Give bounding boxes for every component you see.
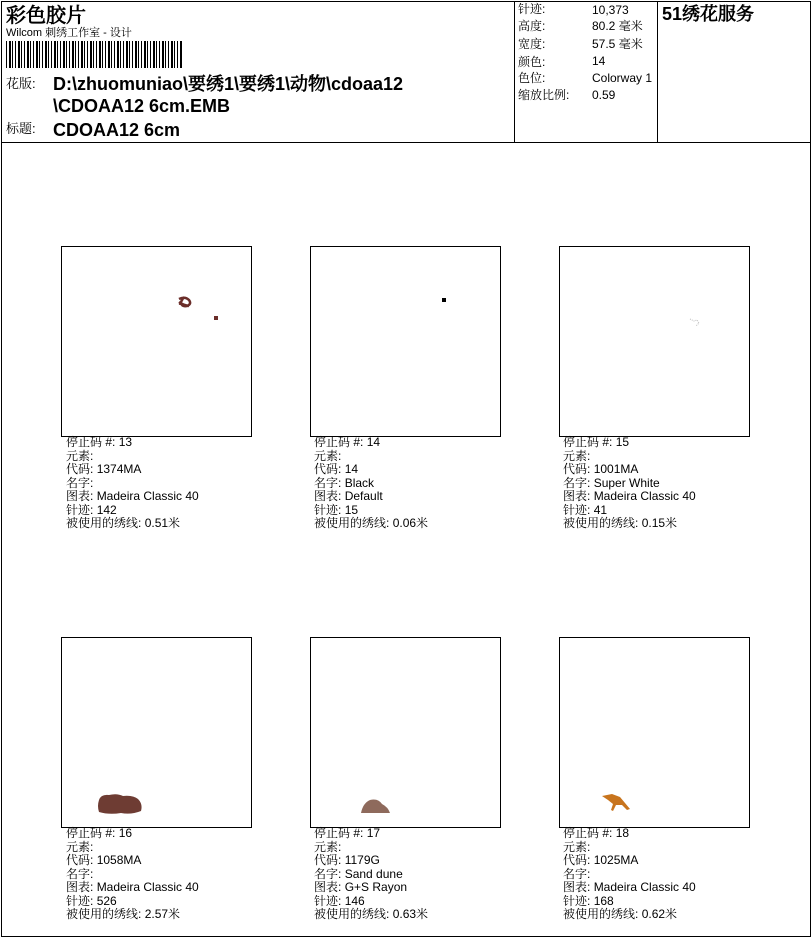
page-title: 彩色胶片 bbox=[6, 5, 86, 27]
element-label: 元素: bbox=[314, 839, 342, 854]
design-path-line1: D:\zhuomuniao\要绣1\要绣1\动物\cdoaa12 bbox=[53, 74, 404, 94]
stat-value-colors: 14 bbox=[592, 54, 606, 68]
code-label: 代码: bbox=[314, 853, 342, 867]
name-label: 名字: bbox=[314, 475, 342, 490]
chart-label: 图表: bbox=[314, 880, 342, 894]
stat-value-colorway: Colorway 1 bbox=[592, 71, 653, 85]
swatch-art-18 bbox=[560, 638, 749, 827]
code-value: 1001MA bbox=[593, 462, 639, 476]
stop-label: 停止码 #: bbox=[66, 826, 116, 840]
code-value: 1179G bbox=[344, 853, 380, 867]
stop-label: 停止码 #: bbox=[314, 435, 364, 449]
stop-label: 停止码 #: bbox=[563, 826, 613, 840]
swatch-info-16 bbox=[66, 827, 199, 922]
code-value: 1374MA bbox=[96, 462, 142, 476]
chart-value: G+S Rayon bbox=[344, 880, 408, 894]
stitches-value: 41 bbox=[593, 502, 608, 517]
stop-value: 16 bbox=[118, 826, 133, 840]
element-label: 元素: bbox=[563, 839, 591, 854]
element-label: 元素: bbox=[66, 839, 94, 854]
header-divider bbox=[1, 142, 811, 143]
thread-label: 被使用的绣线: bbox=[563, 907, 639, 921]
swatch-info-13 bbox=[66, 436, 199, 531]
title-label: 标题: bbox=[6, 121, 36, 136]
stitches-value: 15 bbox=[344, 502, 359, 517]
code-value: 1058MA bbox=[96, 853, 142, 867]
swatch-info-15 bbox=[563, 436, 696, 531]
element-label: 元素: bbox=[314, 448, 342, 463]
stop-label: 停止码 #: bbox=[563, 435, 613, 449]
stat-key-colors: 颜色: bbox=[518, 55, 546, 69]
name-value: Sand dune bbox=[344, 866, 403, 881]
code-value: 1025MA bbox=[593, 853, 639, 867]
chart-value: Madeira Classic 40 bbox=[96, 880, 199, 894]
stat-key-height: 高度: bbox=[518, 19, 546, 33]
stat-key-stitches: 针迹: bbox=[518, 2, 546, 16]
header-col-divider-1 bbox=[514, 1, 515, 143]
thread-value: 0.51米 bbox=[144, 516, 181, 530]
stat-value-scale: 0.59 bbox=[592, 88, 616, 102]
chart-value: Madeira Classic 40 bbox=[593, 489, 696, 503]
stop-value: 14 bbox=[366, 435, 381, 449]
stitches-label: 针迹: bbox=[563, 893, 591, 908]
swatch-tile-16 bbox=[61, 637, 252, 828]
thread-label: 被使用的绣线: bbox=[314, 516, 390, 530]
design-label: 花版: bbox=[6, 76, 36, 91]
stat-value-height: 80.2 毫米 bbox=[592, 19, 643, 33]
stat-value-stitches: 10,373 bbox=[592, 3, 629, 17]
stitches-label: 针迹: bbox=[563, 502, 591, 517]
stop-value: 17 bbox=[366, 826, 381, 840]
name-label: 名字: bbox=[66, 866, 94, 881]
name-value: Super White bbox=[593, 475, 660, 490]
stat-value-width: 57.5 毫米 bbox=[592, 37, 643, 51]
stitches-value: 168 bbox=[593, 893, 614, 908]
stop-label: 停止码 #: bbox=[314, 826, 364, 840]
barcode bbox=[6, 41, 182, 68]
code-label: 代码: bbox=[66, 853, 94, 867]
swatch-tile-14 bbox=[310, 246, 501, 437]
thread-label: 被使用的绣线: bbox=[66, 907, 142, 921]
code-label: 代码: bbox=[563, 462, 591, 476]
design-path-line2: \CDOAA12 6cm.EMB bbox=[53, 96, 231, 116]
chart-label: 图表: bbox=[66, 489, 94, 503]
name-label: 名字: bbox=[66, 475, 94, 490]
swatch-art-16 bbox=[62, 638, 251, 827]
thread-label: 被使用的绣线: bbox=[563, 516, 639, 530]
stitches-value: 526 bbox=[96, 893, 117, 908]
code-label: 代码: bbox=[66, 462, 94, 476]
thread-value: 0.15米 bbox=[641, 516, 678, 530]
stitches-label: 针迹: bbox=[66, 502, 94, 517]
swatch-art-17 bbox=[311, 638, 500, 827]
swatch-art-15 bbox=[560, 247, 749, 436]
name-value: Black bbox=[344, 475, 375, 490]
stitches-label: 针迹: bbox=[66, 893, 94, 908]
thread-value: 0.06米 bbox=[392, 516, 429, 530]
header-col-divider-2 bbox=[657, 1, 658, 143]
stat-key-width: 宽度: bbox=[518, 37, 546, 51]
name-label: 名字: bbox=[563, 475, 591, 490]
chart-value: Madeira Classic 40 bbox=[96, 489, 199, 503]
thread-label: 被使用的绣线: bbox=[66, 516, 142, 530]
name-label: 名字: bbox=[563, 866, 591, 881]
stitches-value: 142 bbox=[96, 502, 117, 517]
thread-value: 2.57米 bbox=[144, 907, 181, 921]
stop-label: 停止码 #: bbox=[66, 435, 116, 449]
chart-label: 图表: bbox=[314, 489, 342, 503]
swatch-tile-18 bbox=[559, 637, 750, 828]
thread-value: 0.62米 bbox=[641, 907, 678, 921]
title-value: CDOAA12 6cm bbox=[53, 120, 181, 140]
chart-label: 图表: bbox=[563, 880, 591, 894]
swatch-tile-17 bbox=[310, 637, 501, 828]
stop-value: 18 bbox=[615, 826, 630, 840]
name-label: 名字: bbox=[314, 866, 342, 881]
stat-key-scale: 缩放比例: bbox=[518, 88, 570, 102]
app-subtitle: Wilcom 刺绣工作室 - 设计 bbox=[6, 27, 132, 39]
swatch-art-13 bbox=[62, 247, 251, 436]
chart-label: 图表: bbox=[563, 489, 591, 503]
element-label: 元素: bbox=[66, 448, 94, 463]
swatch-info-18 bbox=[563, 827, 696, 922]
swatch-tile-13 bbox=[61, 246, 252, 437]
swatch-info-14 bbox=[314, 436, 428, 531]
stat-key-colorway: 色位: bbox=[518, 71, 546, 85]
stitches-label: 针迹: bbox=[314, 893, 342, 908]
stop-value: 13 bbox=[118, 435, 133, 449]
thread-value: 0.63米 bbox=[392, 907, 429, 921]
service-name: 51绣花服务 bbox=[662, 4, 755, 24]
swatch-art-14 bbox=[311, 247, 500, 436]
swatch-tile-15 bbox=[559, 246, 750, 437]
code-label: 代码: bbox=[314, 462, 342, 476]
chart-label: 图表: bbox=[66, 880, 94, 894]
element-label: 元素: bbox=[563, 448, 591, 463]
stop-value: 15 bbox=[615, 435, 630, 449]
stitches-value: 146 bbox=[344, 893, 365, 908]
swatch-info-17 bbox=[314, 827, 428, 922]
thread-label: 被使用的绣线: bbox=[314, 907, 390, 921]
chart-value: Default bbox=[344, 489, 383, 503]
code-label: 代码: bbox=[563, 853, 591, 867]
code-value: 14 bbox=[344, 462, 359, 476]
stitches-label: 针迹: bbox=[314, 502, 342, 517]
chart-value: Madeira Classic 40 bbox=[593, 880, 696, 894]
